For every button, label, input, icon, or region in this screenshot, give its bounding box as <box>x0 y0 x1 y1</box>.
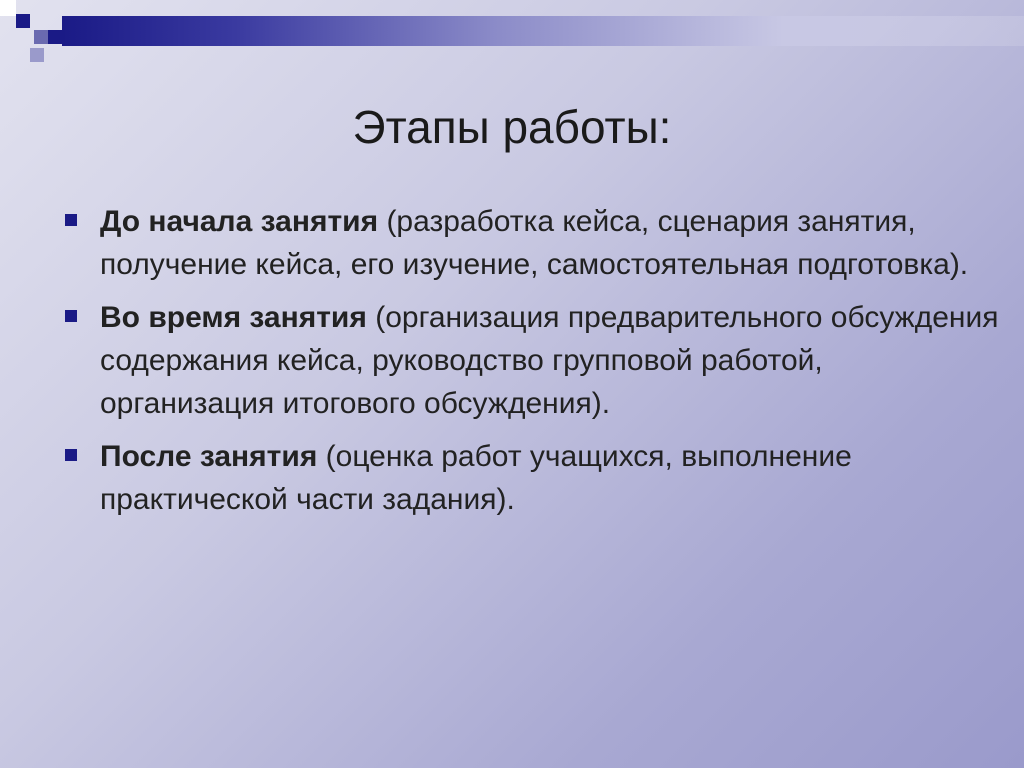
square-bullet-icon <box>65 449 77 461</box>
decorative-square <box>16 14 30 28</box>
bullet-item <box>62 435 1002 521</box>
bullet-heading: После занятия <box>100 440 318 473</box>
decorative-gradient-bar <box>62 16 1024 46</box>
bullet-item <box>62 296 1002 425</box>
decorative-square <box>48 30 62 44</box>
bullet-list <box>62 200 1002 531</box>
bullet-heading: До начала занятия <box>100 205 379 238</box>
decorative-square <box>34 30 48 44</box>
bullet-heading: Во время занятия <box>100 301 367 334</box>
square-bullet-icon <box>65 310 77 322</box>
square-bullet-icon <box>65 214 77 226</box>
bullet-text: (разработка кейса, сценария занятия, получение кейса, его изучение, самостоятельная подготовка). <box>100 205 969 281</box>
bullet-text: (оценка работ учащихся, выполнение практической части задания). <box>100 440 852 516</box>
bullet-text: (организация предварительного обсуждения содержания кейса, руководство групповой работой, организация итогового обсуждения). <box>100 301 999 420</box>
decorative-square <box>30 48 44 62</box>
decorative-header <box>0 0 1024 64</box>
bullet-item <box>62 200 1002 286</box>
decorative-square <box>0 0 16 16</box>
slide-title: Этапы работы: <box>352 101 672 153</box>
